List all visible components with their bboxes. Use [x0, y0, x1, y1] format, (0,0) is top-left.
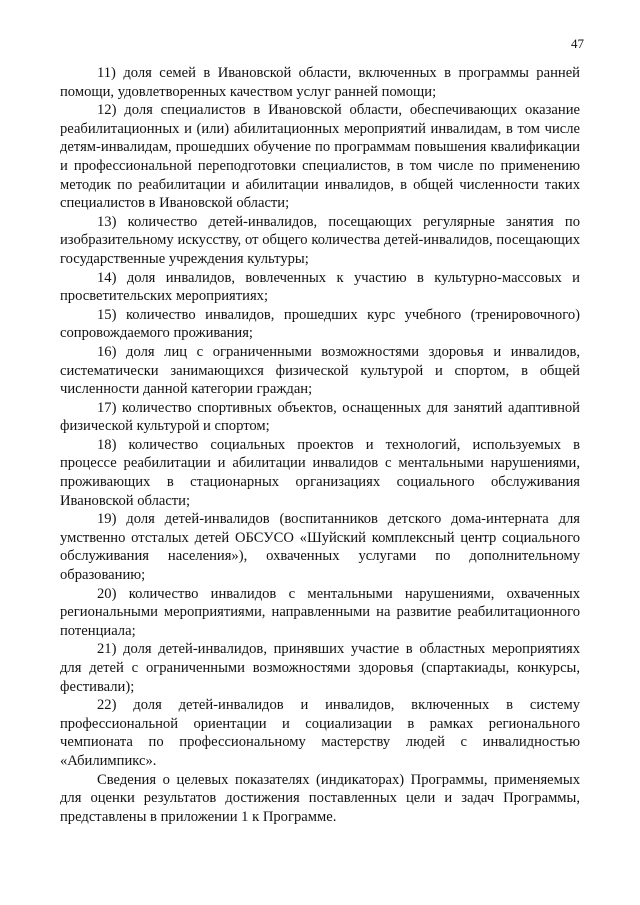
paragraph-item-14: 14) доля инвалидов, вовлеченных к участию в культурно-массовых и просветительских мероприятиях; — [60, 269, 580, 305]
paragraph-item-11: 11) доля семей в Ивановской области, включенных в программы ранней помощи, удовлетворенных качеством услуг ранней помощи; — [60, 65, 580, 100]
paragraph-item-16: 16) доля лиц с ограниченными возможностями здоровья и инвалидов, систематически занимающихся физической культурой и спортом, в общей численности данной категории граждан; — [60, 343, 580, 398]
paragraph-item-12: 12) доля специалистов в Ивановской области, обеспечивающих оказание реабилитационных и (или) абилитационных мероприятий инвалидам, в том числе детям-инвалидам, прошедших обучение по программам повышения квалификации и профессиональной переподготовки специалистов, в том числе по применению методик по реабилитации и абилитации инвалидов, в общей численности таких специалистов в Ивановской области; — [60, 102, 580, 212]
document-body — [60, 64, 580, 826]
page-number: 47 — [571, 36, 584, 51]
paragraph-item-20: 20) количество инвалидов с ментальными нарушениями, охваченных региональными мероприятиями, направленными на развитие реабилитационного потенциала; — [60, 585, 580, 639]
paragraph-item-18: 18) количество социальных проектов и технологий, используемых в процессе реабилитации и абилитации инвалидов с ментальными нарушениями, проживающих в стационарных организациях социального обслуживания Ивановской области; — [60, 436, 580, 509]
paragraph-item-21: 21) доля детей-инвалидов, принявших участие в областных мероприятиях для детей с ограниченными возможностями здоровья (спартакиады, конкурсы, фестивали); — [60, 641, 580, 695]
paragraph-item-15: 15) количество инвалидов, прошедших курс учебного (тренировочного) сопровождаемого проживания; — [60, 306, 580, 342]
paragraph-item-22: 22) доля детей-инвалидов и инвалидов, включенных в систему профессиональной ориентации и социализации в рамках регионального чемпионата по профессиональному мастерству людей с инвалидностью «Абилимпикс». — [60, 697, 580, 769]
paragraph-summary: Сведения о целевых показателях (индикаторах) Программы, применяемых для оценки результатов достижения поставленных цели и задач Программы, представлены в приложении 1 к Программе. — [60, 771, 580, 825]
paragraph-item-19: 19) доля детей-инвалидов (воспитанников детского дома-интерната для умственно отсталых детей ОБСУСО «Шуйский комплексный центр социального обслуживания населения»), охваченных услугами по дополнительному образованию; — [60, 511, 580, 584]
paragraph-item-13: 13) количество детей-инвалидов, посещающих регулярные занятия по изобразительному искусству, от общего количества детей-инвалидов, посещающих государственные учреждения культуры; — [60, 213, 580, 267]
paragraph-item-17: 17) количество спортивных объектов, оснащенных для занятий адаптивной физической культурой и спортом; — [60, 399, 580, 435]
